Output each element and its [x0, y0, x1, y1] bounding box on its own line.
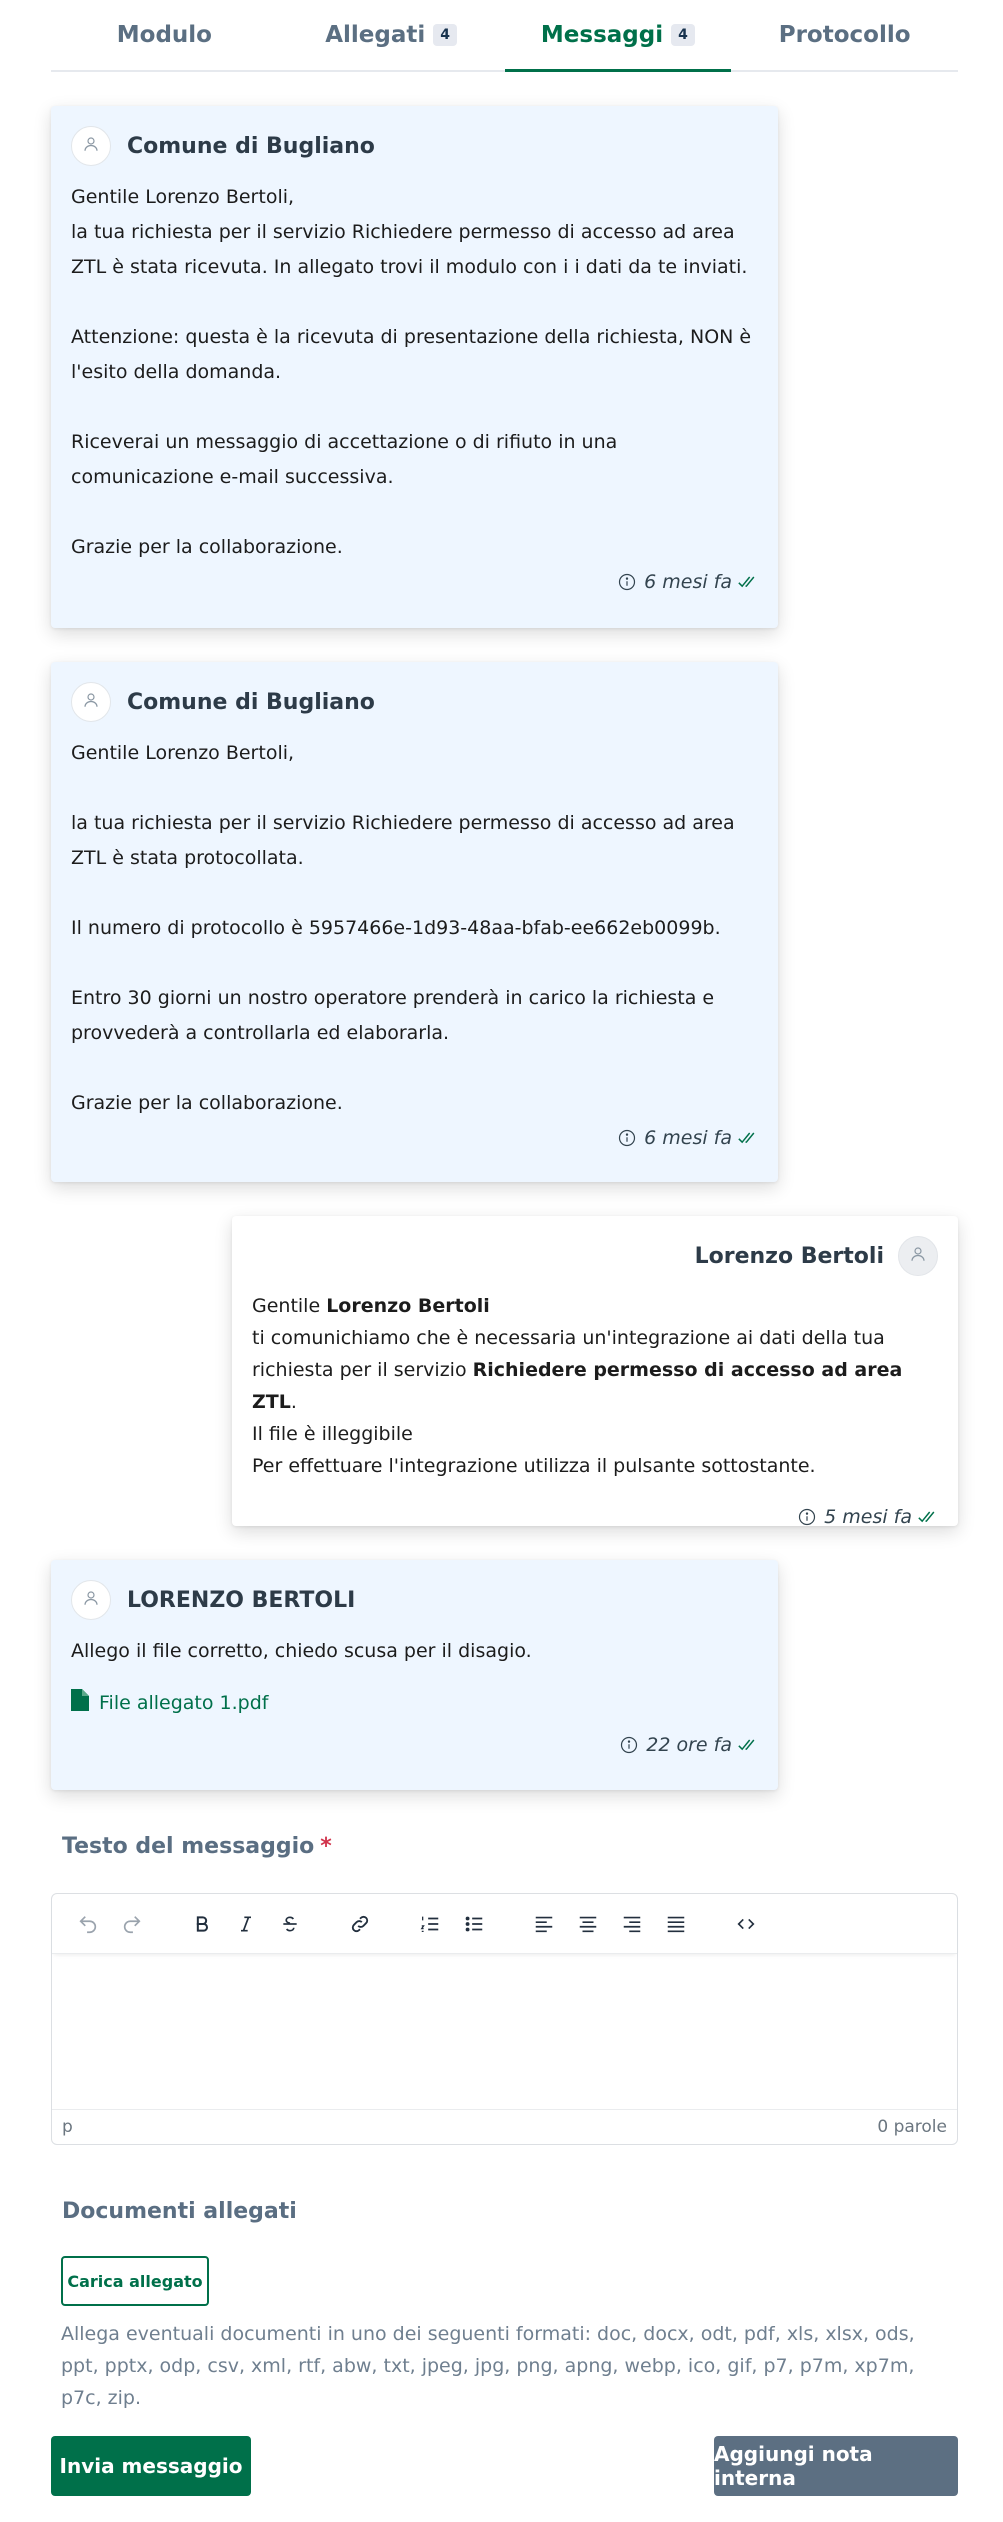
user-icon: [82, 135, 100, 157]
message-paragraph: Gentile Lorenzo Bertoli,: [71, 186, 295, 208]
avatar: [71, 682, 111, 722]
info-icon[interactable]: [618, 573, 636, 591]
undo-icon[interactable]: [66, 1902, 110, 1946]
message-footer: [252, 1506, 938, 1528]
message-paragraph: Il numero di protocollo è 5957466e-1d93-48aa-bfab-ee662eb0099b.: [71, 917, 721, 939]
message-paragraph: [71, 495, 758, 530]
attachments-label: Documenti allegati: [62, 2199, 297, 2224]
greeting-name: Lorenzo Bertoli: [326, 1295, 490, 1317]
strikethrough-icon[interactable]: [268, 1902, 312, 1946]
redo-icon[interactable]: [110, 1902, 154, 1946]
message-line: Per effettuare l'integrazione utilizza il pulsante sottostante.: [252, 1455, 816, 1477]
avatar: [71, 1580, 111, 1620]
align-left-icon[interactable]: [522, 1902, 566, 1946]
message-paragraph: la tua richiesta per il servizio Richiedere permesso di accesso ad area ZTL è stata ricevuta. In allegato trovi il modulo con i i dati da te inviati.: [71, 221, 748, 278]
rich-text-editor: [51, 1893, 958, 2145]
message-paragraph: [71, 946, 758, 981]
message-card: [232, 1216, 958, 1526]
file-icon: [71, 1689, 99, 1716]
message-paragraph: [71, 390, 758, 425]
message-footer: [71, 1127, 758, 1149]
avatar: [898, 1236, 938, 1276]
message-text: .: [290, 1391, 297, 1413]
message-paragraph: Entro 30 giorni un nostro operatore prenderà in carico la richiesta e provvederà a controllarla ed elaborarla.: [71, 987, 715, 1044]
message-body: [71, 180, 758, 565]
italic-icon[interactable]: [224, 1902, 268, 1946]
add-internal-note-button[interactable]: Aggiungi nota interna: [714, 2436, 958, 2496]
message-paragraph: [71, 1051, 758, 1086]
allowed-formats-help: Allega eventuali documenti in uno dei seguenti formati: doc, docx, odt, pdf, xls, xlsx, ods, ppt, pptx, odp, csv, xml, rtf, abw, txt, jpeg, jpg, png, apng, webp, ico, gif, p7, p7m, xp7m, p7c, zip.: [61, 2323, 915, 2409]
user-icon: [909, 1245, 927, 1267]
double-check-icon: [738, 575, 758, 589]
message-paragraph: Allego il file corretto, chiedo scusa per il disagio.: [71, 1640, 532, 1662]
tab-messaggi[interactable]: [505, 0, 732, 70]
tab-label: Allegati: [325, 22, 426, 48]
greeting-text: Gentile: [252, 1295, 327, 1317]
tab-modulo[interactable]: [51, 0, 278, 70]
attachment-name: File allegato 1.pdf: [99, 1691, 269, 1714]
word-count: 0 parole: [877, 2117, 947, 2137]
message-text: ti comunichiamo che è necessaria un'integrazione ai dati della tua richiesta per il servizio: [252, 1327, 885, 1381]
message-card: [51, 1560, 778, 1790]
editor-statusbar: [52, 2109, 957, 2144]
message-text-area[interactable]: [52, 1954, 957, 2109]
code-icon[interactable]: [724, 1902, 768, 1946]
message-paragraph: Gentile Lorenzo Bertoli,: [71, 742, 295, 764]
message-time: 5 mesi fa: [824, 1506, 912, 1528]
message-header: [71, 682, 758, 722]
info-icon[interactable]: [798, 1508, 816, 1526]
message-body: [71, 1634, 758, 1669]
attachment-link[interactable]: [71, 1689, 758, 1716]
tab-bar: [51, 0, 958, 72]
message-header: [71, 126, 758, 166]
tab-label: Messaggi: [540, 22, 664, 48]
message-body: [252, 1290, 938, 1482]
info-icon[interactable]: [620, 1736, 638, 1754]
avatar: [71, 126, 111, 166]
link-icon[interactable]: [338, 1902, 382, 1946]
message-card: [51, 106, 778, 628]
user-icon: [82, 1589, 100, 1611]
message-time: 6 mesi fa: [644, 571, 732, 593]
message-paragraph: Grazie per la collaborazione.: [71, 536, 343, 558]
message-paragraph: [71, 771, 758, 806]
user-icon: [82, 691, 100, 713]
message-body: [71, 736, 758, 1121]
tab-label: Protocollo: [778, 22, 911, 48]
message-time: 22 ore fa: [646, 1734, 732, 1756]
message-line: [252, 1322, 938, 1418]
sender-name: LORENZO BERTOLI: [127, 1587, 356, 1613]
message-paragraph: [71, 285, 758, 320]
count-badge: 4: [433, 24, 457, 46]
info-icon[interactable]: [618, 1129, 636, 1147]
upload-attachment-button[interactable]: Carica allegato: [61, 2256, 209, 2306]
align-right-icon[interactable]: [610, 1902, 654, 1946]
message-footer: [71, 1734, 758, 1756]
align-center-icon[interactable]: [566, 1902, 610, 1946]
sender-name: Comune di Bugliano: [127, 133, 375, 159]
message-paragraph: [71, 876, 758, 911]
justify-icon[interactable]: [654, 1902, 698, 1946]
tab-allegati[interactable]: [278, 0, 505, 70]
message-paragraph: Grazie per la collaborazione.: [71, 1092, 343, 1114]
bullet-list-icon[interactable]: [452, 1902, 496, 1946]
message-time: 6 mesi fa: [644, 1127, 732, 1149]
count-badge: 4: [671, 24, 695, 46]
bold-icon[interactable]: [180, 1902, 224, 1946]
send-message-button[interactable]: Invia messaggio: [51, 2436, 251, 2496]
message-footer: [71, 571, 758, 593]
element-path[interactable]: p: [62, 2117, 73, 2137]
tab-protocollo[interactable]: [731, 0, 958, 70]
message-header: [252, 1236, 938, 1276]
message-line: [252, 1290, 938, 1322]
message-paragraph: Riceverai un messaggio di accettazione o di rifiuto in una comunicazione e-mail successiva.: [71, 431, 618, 488]
message-paragraph: la tua richiesta per il servizio Richiedere permesso di accesso ad area ZTL è stata protocollata.: [71, 812, 735, 869]
message-card: [51, 662, 778, 1182]
sender-name: Lorenzo Bertoli: [694, 1243, 884, 1269]
message-header: [71, 1580, 758, 1620]
editor-toolbar: [52, 1894, 957, 1954]
double-check-icon: [738, 1131, 758, 1145]
message-line: Il file è illeggibile: [252, 1423, 413, 1445]
double-check-icon: [918, 1510, 938, 1524]
required-mark: *: [320, 1834, 332, 1859]
message-paragraph: Attenzione: questa è la ricevuta di presentazione della richiesta, NON è l'esito della domanda.: [71, 326, 752, 383]
message-label: [62, 1834, 332, 1859]
label-text: Testo del messaggio: [62, 1834, 315, 1859]
sender-name: Comune di Bugliano: [127, 689, 375, 715]
double-check-icon: [738, 1738, 758, 1752]
service-name: Richiedere permesso di accesso ad area ZTL: [252, 1359, 903, 1413]
ordered-list-icon[interactable]: [408, 1902, 452, 1946]
tab-label: Modulo: [116, 22, 212, 48]
